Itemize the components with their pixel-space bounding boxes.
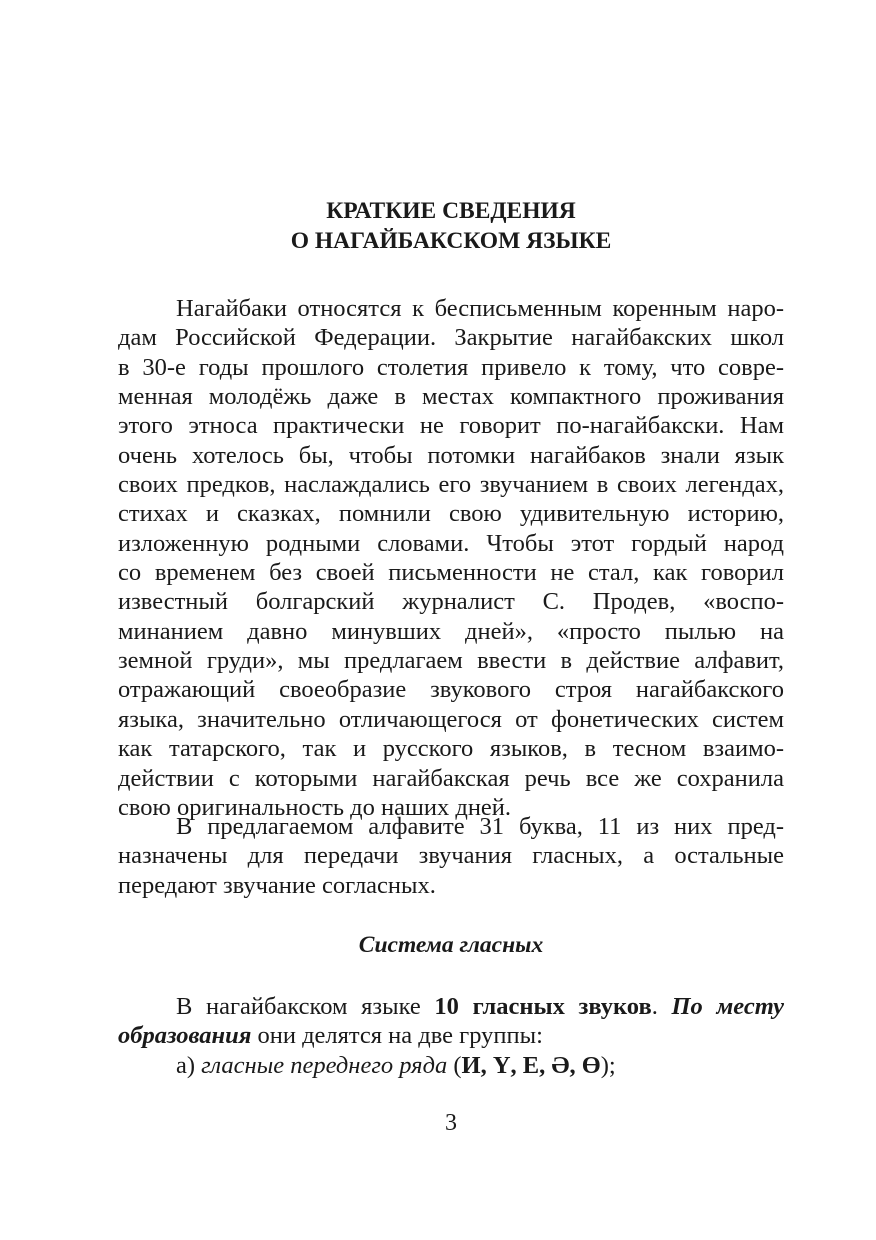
text-line: минанием давно минувших дней», «просто пылью на bbox=[118, 617, 784, 645]
text-line: свою оригинальность до наших дней. bbox=[118, 793, 512, 821]
chapter-title-line-1: КРАТКИЕ СВЕДЕНИЯ bbox=[326, 198, 576, 224]
text-run: . bbox=[651, 993, 672, 1020]
text-line: менная молодёжь даже в местах компактного проживания bbox=[118, 383, 784, 411]
text-run: ); bbox=[600, 1051, 616, 1079]
text-line: этого этноса практически не говорит по-нагайбакски. Нам bbox=[118, 412, 784, 440]
text-line bbox=[118, 992, 784, 1021]
text-line: в 30-е годы прошлого столетия привело к тому, что совре- bbox=[118, 353, 784, 381]
text-line: действии с которыми нагайбакская речь все же сохранила bbox=[118, 764, 784, 792]
page-number: 3 bbox=[445, 1110, 457, 1136]
paragraph-intro bbox=[118, 294, 784, 822]
text-line: изложенную родными словами. Чтобы этот гордый народ bbox=[118, 529, 784, 557]
paragraph-vowels bbox=[118, 992, 784, 1080]
text-line: В предлагаемом алфавите 31 буква, 11 из них пред- bbox=[176, 813, 784, 840]
text-line: земной груди», мы предлагаем ввести в действие алфавит, bbox=[118, 647, 784, 675]
text-line: известный болгарский журналист С. Продев, «воспо- bbox=[118, 588, 784, 616]
paragraph-alphabet bbox=[118, 812, 784, 900]
text-line bbox=[118, 1051, 784, 1080]
text-line: назначены для передачи звучания гласных, а остальные bbox=[118, 842, 784, 870]
text-line: стихах и сказках, помнили свою удивительную историю, bbox=[118, 500, 784, 528]
text-line: своих предков, наслаждались его звучанием в своих легендах, bbox=[118, 471, 784, 499]
italic-term: гласные переднего ряда bbox=[201, 1051, 448, 1079]
chapter-title-line-2: О НАГАЙБАКСКОМ ЯЗЫКЕ bbox=[290, 228, 612, 254]
text-line: Нагайбаки относятся к бесписьменным коренным наро- bbox=[176, 295, 784, 322]
text-line: дам Российской Федерации. Закрытие нагайбакских школ bbox=[118, 324, 784, 352]
text-line bbox=[118, 1021, 784, 1050]
bold-term: 10 гласных звуков bbox=[434, 993, 652, 1020]
text-line: очень хотелось бы, чтобы потомки нагайбаков знали язык bbox=[118, 441, 784, 469]
text-line: со временем без своей письменности не стал, как говорил bbox=[118, 559, 784, 587]
text-run: В нагайбакском языке bbox=[176, 993, 435, 1020]
text-line: как татарского, так и русского языков, в тесном взаимо- bbox=[118, 735, 784, 763]
text-run: они делятся на две группы: bbox=[251, 1022, 543, 1050]
vowel-letters: И, Ү, Е, Ə, Ө bbox=[461, 1051, 601, 1079]
text-run: ( bbox=[447, 1051, 462, 1079]
text-line: отражающий своеобразие звукового строя нагайбакского bbox=[118, 676, 784, 704]
bold-italic-term: образования bbox=[118, 1022, 252, 1050]
text-line: языка, значительно отличающегося от фонетических систем bbox=[118, 705, 784, 733]
text-line: передают звучание согласных. bbox=[118, 871, 436, 899]
bold-italic-term: По месту bbox=[671, 993, 785, 1020]
list-marker: а) bbox=[176, 1051, 202, 1079]
section-heading: Система гласных bbox=[358, 932, 544, 958]
chapter-title bbox=[118, 196, 784, 256]
